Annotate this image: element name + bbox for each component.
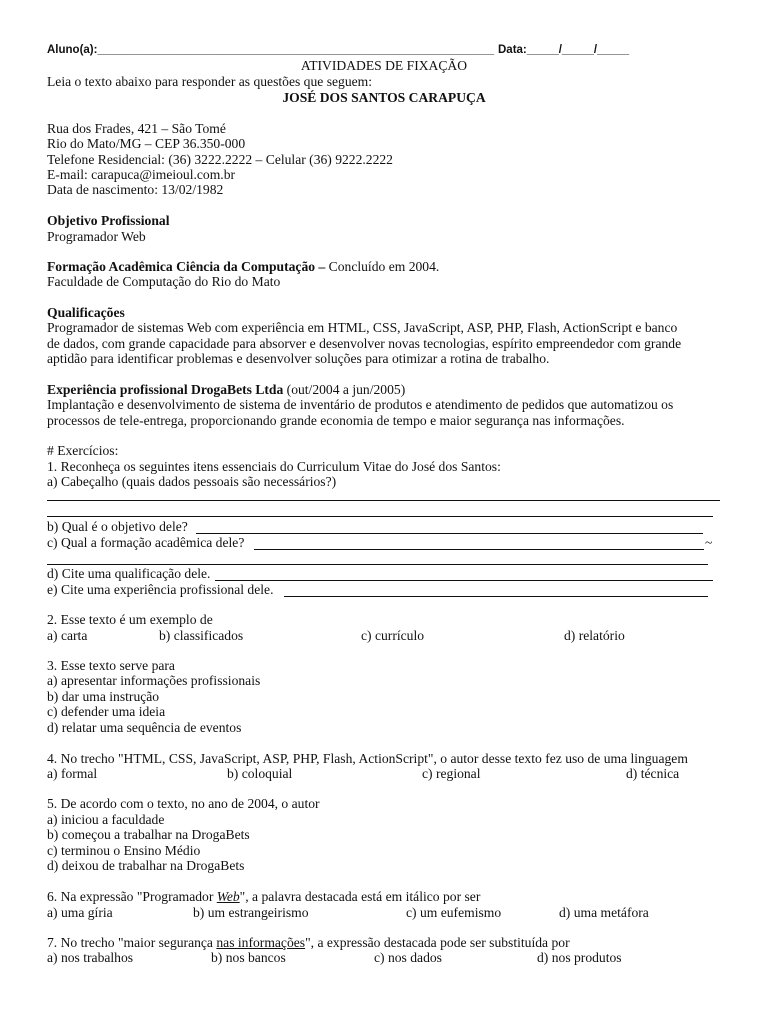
question-2: 2. Esse texto é um exemplo de: [47, 612, 213, 627]
exercises-heading: # Exercícios:: [47, 443, 119, 458]
answer-line[interactable]: [284, 596, 708, 597]
answer-line[interactable]: [215, 580, 713, 581]
cv-address-2: Rio do Mato/MG – CEP 36.350-000: [47, 136, 246, 151]
q4-option-a[interactable]: a) formal: [47, 766, 98, 781]
question-1a: a) Cabeçalho (quais dados pessoais são necessários?): [47, 474, 337, 489]
question-1d: d) Cite uma qualificação dele.: [47, 566, 211, 581]
q4-option-c[interactable]: c) regional: [422, 766, 481, 781]
q7-option-c[interactable]: c) nos dados: [374, 950, 442, 965]
cv-address-1: Rua dos Frades, 421 – São Tomé: [47, 121, 226, 136]
cv-birthdate: Data de nascimento: 13/02/1982: [47, 182, 224, 197]
q6-option-b[interactable]: b) um estrangeirismo: [193, 905, 309, 920]
answer-line[interactable]: [47, 516, 713, 517]
question-1c: c) Qual a formação acadêmica dele?: [47, 535, 245, 550]
question-5: 5. De acordo com o texto, no ano de 2004, o autor: [47, 796, 320, 811]
q2-option-d[interactable]: d) relatório: [564, 628, 625, 643]
qualifications-heading: Qualificações: [47, 305, 125, 320]
question-1: 1. Reconheça os seguintes itens essenciais do Curriculum Vitae do José dos Santos:: [47, 459, 501, 474]
q4-option-b[interactable]: b) coloquial: [227, 766, 293, 781]
q2-option-c[interactable]: c) currículo: [361, 628, 425, 643]
experience-line-1: Implantação e desenvolvimento de sistema de inventário de produtos e atendimento de pedidos que automatizou os: [47, 397, 674, 412]
question-6: [47, 889, 480, 905]
intro-text: Leia o texto abaixo para responder as questões que seguem:: [47, 74, 373, 89]
answer-line[interactable]: [47, 564, 708, 565]
q7-text-start: 7. No trecho "maior segurança: [47, 935, 217, 950]
q3-option-b[interactable]: b) dar uma instrução: [47, 689, 160, 704]
q3-option-d[interactable]: d) relatar uma sequência de eventos: [47, 720, 242, 735]
q7-highlighted-expression: nas informações: [216, 935, 306, 950]
q5-option-a[interactable]: a) iniciou a faculdade: [47, 812, 165, 827]
question-4: 4. No trecho "HTML, CSS, JavaScript, ASP, PHP, Flash, ActionScript", o autor desse texto fez uso de uma linguagem: [47, 751, 688, 766]
q2-option-b[interactable]: b) classificados: [159, 628, 244, 643]
q7-text-end: ", a expressão destacada pode ser substituída por: [305, 935, 570, 950]
q5-option-d[interactable]: d) deixou de trabalhar na DrogaBets: [47, 858, 245, 873]
question-7: [47, 935, 570, 951]
education-institution: Faculdade de Computação do Rio do Mato: [47, 274, 281, 289]
date-field[interactable]: Data:_____/_____/_____: [498, 44, 630, 56]
q4-option-d[interactable]: d) técnica: [626, 766, 680, 781]
objective-text: Programador Web: [47, 229, 146, 244]
cv-phone: Telefone Residencial: (36) 3222.2222 – Celular (36) 9222.2222: [47, 152, 393, 167]
experience-line-2: processos de tele-entrega, proporcionando grande economia de tempo e maior segurança nas informações.: [47, 413, 625, 428]
qualifications-line-3: aptidão para identificar problemas e desenvolver soluções para otimizar a rotina de trabalho.: [47, 351, 550, 366]
q6-highlighted-word: Web: [216, 889, 240, 904]
q6-text-start: 6. Na expressão "Programador: [47, 889, 217, 904]
student-name-field[interactable]: Aluno(a):______________________________________________________________: [47, 44, 494, 56]
qualifications-line-2: de dados, com grande capacidade para absorver e desenvolver novas tecnologias, espírito empreendedor com grande: [47, 336, 682, 351]
q7-option-b[interactable]: b) nos bancos: [211, 950, 286, 965]
education-status: Concluído em 2004.: [325, 259, 440, 274]
answer-line[interactable]: [47, 500, 720, 501]
qualifications-line-1: Programador de sistemas Web com experiência em HTML, CSS, JavaScript, ASP, PHP, Flash, ActionScript e banco: [47, 320, 678, 335]
tilde-mark: ~: [705, 535, 713, 550]
cv-name: JOSÉ DOS SANTOS CARAPUÇA: [282, 90, 486, 105]
answer-line[interactable]: [196, 533, 703, 534]
q7-option-a[interactable]: a) nos trabalhos: [47, 950, 134, 965]
q6-option-c[interactable]: c) um eufemismo: [406, 905, 502, 920]
education-heading: Formação Acadêmica Ciência da Computação –: [47, 259, 326, 274]
q7-option-d[interactable]: d) nos produtos: [537, 950, 622, 965]
objective-heading: Objetivo Profissional: [47, 213, 170, 228]
q6-option-a[interactable]: a) uma gíria: [47, 905, 113, 920]
question-1e: e) Cite uma experiência profissional dele.: [47, 582, 274, 597]
q2-option-a[interactable]: a) carta: [47, 628, 88, 643]
q3-option-a[interactable]: a) apresentar informações profissionais: [47, 673, 261, 688]
q6-option-d[interactable]: d) uma metáfora: [559, 905, 649, 920]
experience-period: (out/2004 a jun/2005): [283, 382, 406, 397]
question-1b: b) Qual é o objetivo dele?: [47, 519, 188, 534]
answer-line[interactable]: [254, 549, 704, 550]
q5-option-b[interactable]: b) começou a trabalhar na DrogaBets: [47, 827, 250, 842]
worksheet-title: ATIVIDADES DE FIXAÇÃO: [300, 58, 468, 73]
experience-heading: Experiência profissional DrogaBets Ltda: [47, 382, 284, 397]
cv-email: E-mail: carapuca@imeioul.com.br: [47, 167, 236, 182]
education-line: [47, 259, 439, 275]
experience-line: [47, 382, 405, 398]
question-3: 3. Esse texto serve para: [47, 658, 175, 673]
q6-text-end: ", a palavra destacada está em itálico por ser: [239, 889, 481, 904]
q5-option-c[interactable]: c) terminou o Ensino Médio: [47, 843, 201, 858]
q3-option-c[interactable]: c) defender uma ideia: [47, 704, 166, 719]
